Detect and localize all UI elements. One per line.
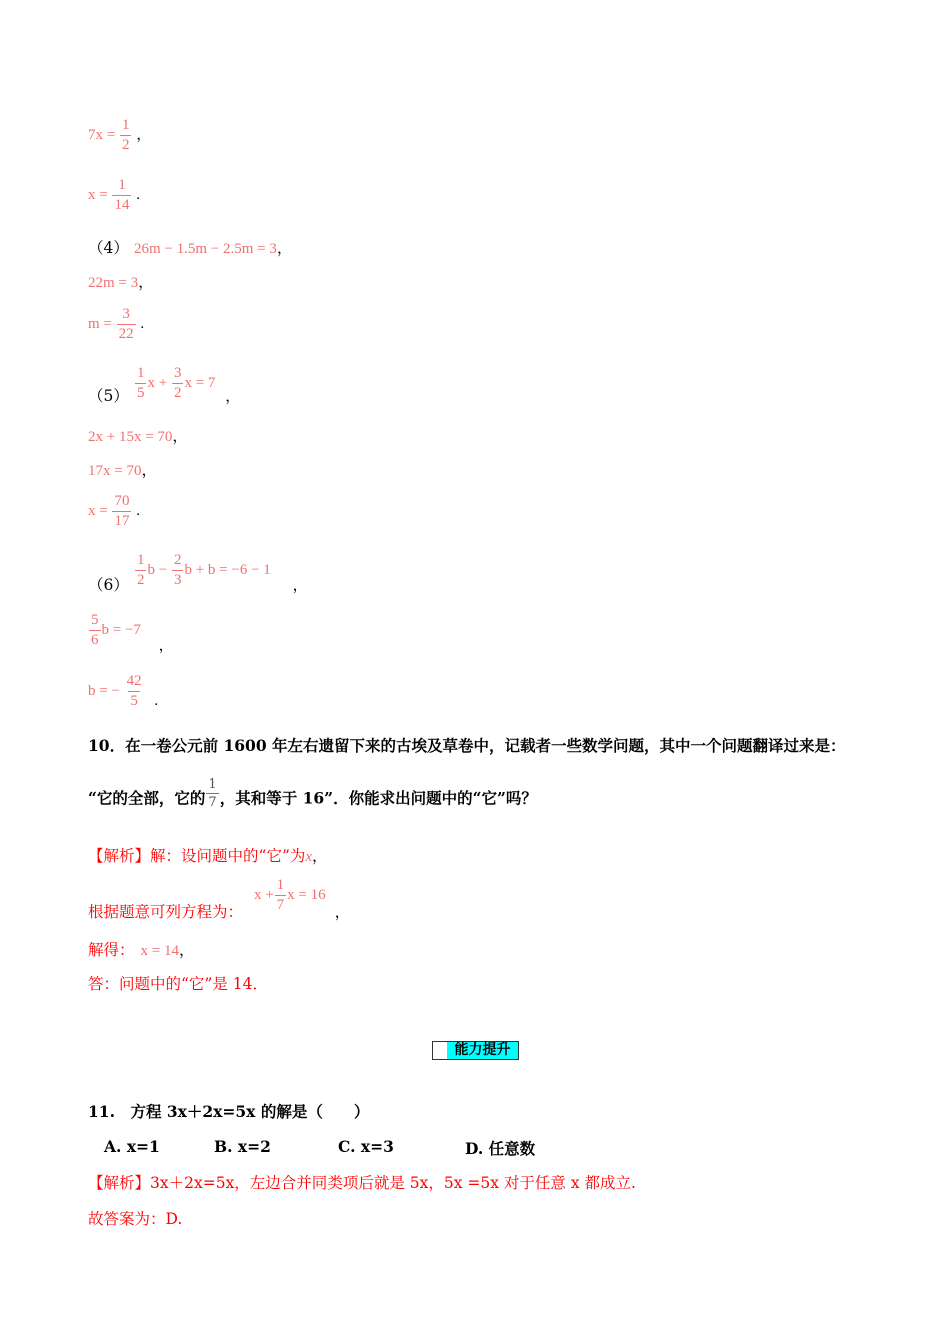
s6-line2: $\frac{5}{6}$ b = −7 ， [91,612,174,654]
s6-line1: （6） $\frac{1}{2}$ b − $\frac{2}{3}$ b + b = −6 − 1 ， [88,552,309,594]
q11-option-d: D. 任意数 [465,1139,536,1158]
section-title: 能力提升 [447,1042,518,1059]
s4-line2: 22m = 3， [88,273,154,291]
q11-stem: 11. 方程 3x＋2x=5x 的解是（ ） [88,1102,370,1121]
s4-line3: m = $\frac{3}{22}$ . [88,306,145,342]
s4-label: （4） [88,239,129,257]
frac-denominator: 2 [121,137,130,153]
section-badge [432,1041,519,1060]
s5-line3: 17x = 70， [88,461,157,479]
q10-stem-line2: “它的全部，它的 $\frac{1}{7}$ ，其和等于 16”．你能求出问题中的“它”吗？ [88,777,537,810]
s5-line4: x = $\frac{70}{17}$ . [88,493,140,529]
s6-label: （6） [88,575,129,594]
q10-answer-line1: 【解析】解：设问题中的“它”为x， [88,847,328,865]
s5-line2: 2x + 15x = 70， [88,427,188,445]
s4-line1: （4） 26m − 1.5m − 2.5m = 3， [88,239,293,257]
answer-tag: 【解析】 [88,847,151,865]
q11-option-b: B. x=2 [214,1137,271,1156]
s5-line1: （5） $\frac{1}{5}$ x + $\frac{3}{2}$ x = 7 ， [88,365,241,405]
q10-stem-line1: 10．在一卷公元前 1600 年左右遗留下来的古埃及草卷中，记载者一些数学问题，其中一个问题翻译过来是： [88,736,846,755]
s3-line2: x = $\frac{1}{14}$ . [88,177,140,213]
q10-answer-line4: 答：问题中的“它”是 14． [88,975,268,993]
q10-answer-line3: 解得： x = 14， [88,941,195,959]
answer-tag: 【解析】 [88,1174,151,1192]
s6-line3: b = − $\frac{42}{5}$ . [88,673,159,709]
q11-answer-line2: 故答案为：D. [88,1210,183,1228]
s3-line1: 7x = $\frac{1}{2}$ ， [88,117,152,153]
q11-option-a: A. x=1 [104,1137,160,1156]
s5-label: （5） [88,386,129,405]
frac-numerator: 1 [121,117,130,133]
q11-option-c: C. x=3 [338,1137,394,1156]
q11-answer-line1: 【解析】3x＋2x=5x，左边合并同类项后就是 5x，5x =5x 对于任意 x 都成立. [88,1174,636,1192]
q10-answer-line2: 根据题意可列方程为： x + $\frac{1}{7}$ x = 16 ， [88,877,351,921]
